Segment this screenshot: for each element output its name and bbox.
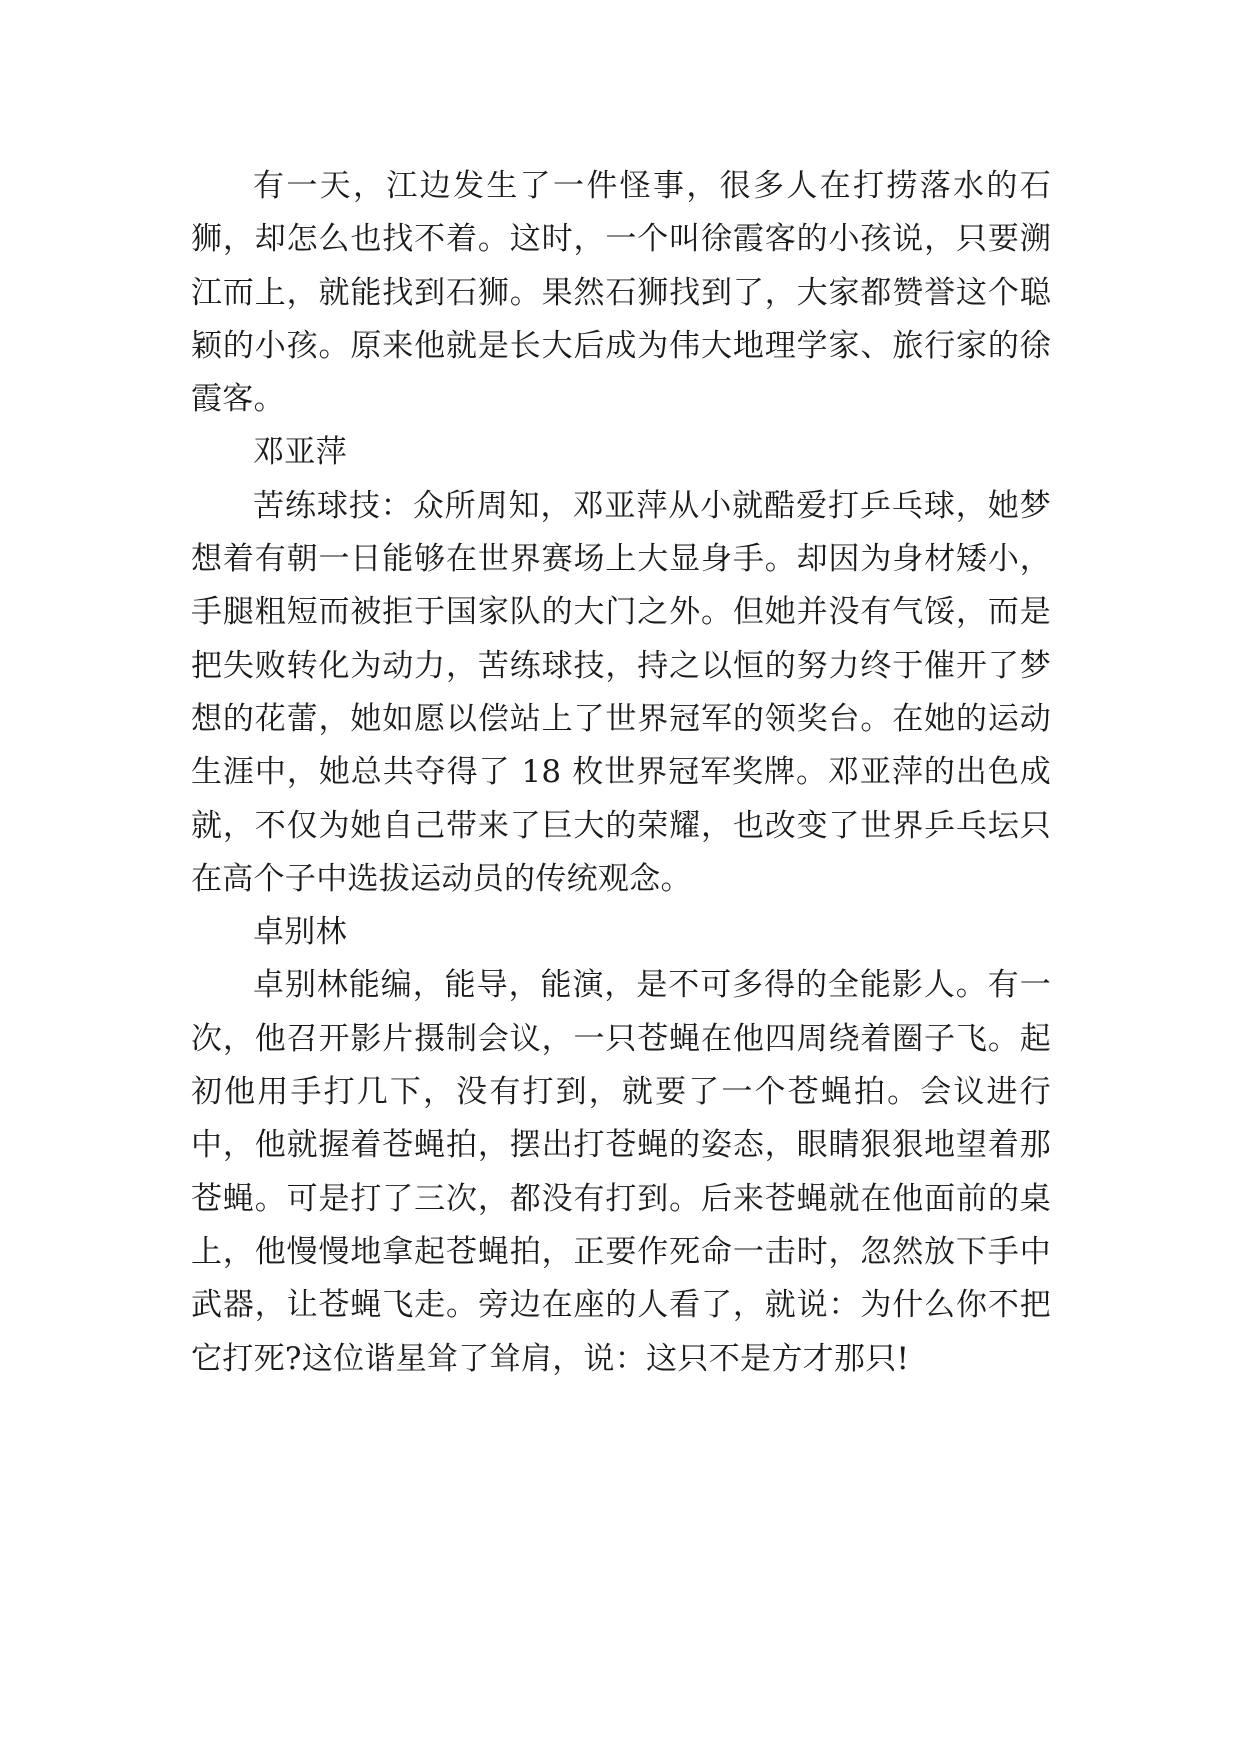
paragraph-deng-yaping-story: 苦练球技：众所周知，邓亚萍从小就酷爱打乒乓球，她梦想着有朝一日能够在世界赛场上大显身手。却因为身材矮小，手腿粗短而被拒于国家队的大门之外。但她并没有气馁，而是把失败转化为动力，苦练球技，持之以恒的努力终于催开了梦想的花蕾，她如愿以偿站上了世界冠军的领奖台。在她的运动生涯中，她总共夺得了 18 枚世界冠军奖牌。邓亚萍的出色成就，不仅为她自己带来了巨大的荣耀，也改变了世界乒乓坛只在高个子中选拔运动员的传统观念。 bbox=[191, 487, 1051, 897]
paragraph-chaplin-story: 卓别林能编，能导，能演，是不可多得的全能影人。有一次，他召开影片摄制会议，一只苍蝇在他四周绕着圈子飞。起初他用手打几下，没有打到，就要了一个苍蝇拍。会议进行中，他就握着苍蝇拍，摆出打苍蝇的姿态，眼睛狠狠地望着那苍蝇。可是打了三次，都没有打到。后来苍蝇就在他面前的桌上，他慢慢地拿起苍蝇拍，正要作死命一击时，忽然放下手中武器，让苍蝇飞走。旁边在座的人看了，就说：为什么你不把它打死?这位谐星耸了耸肩，说：这只不是方才那只! bbox=[191, 967, 1051, 1377]
paragraph-xu-xiake-story: 有一天，江边发生了一件怪事，很多人在打捞落水的石狮，却怎么也找不着。这时，一个叫徐霞客的小孩说，只要溯江而上，就能找到石狮。果然石狮找到了，大家都赞誉这个聪颖的小孩。原来他就是长大后成为伟大地理学家、旅行家的徐霞客。 bbox=[191, 168, 1051, 418]
document-body bbox=[191, 160, 1051, 1386]
heading-deng-yaping: 邓亚萍 bbox=[253, 434, 347, 471]
heading-chaplin: 卓别林 bbox=[253, 914, 347, 951]
